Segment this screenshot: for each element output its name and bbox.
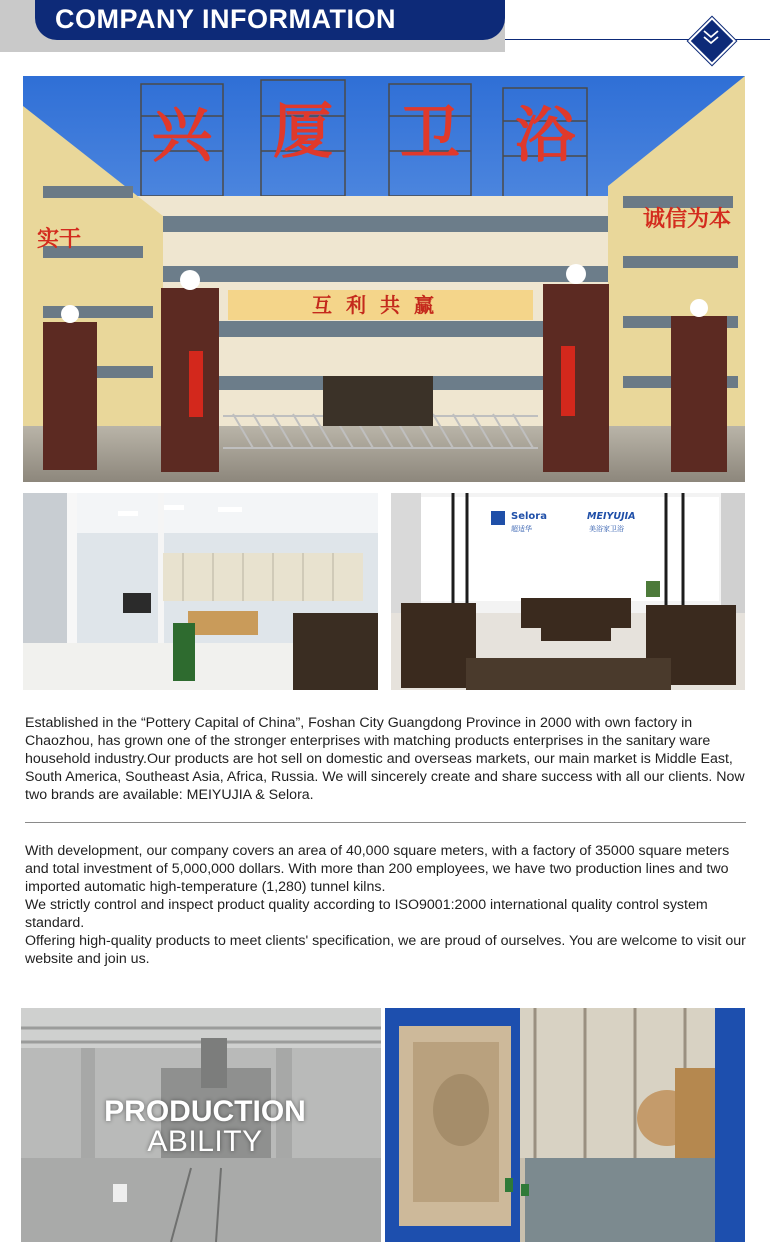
right-wall-text: 诚信为本 [643,207,732,232]
office-interior-photo [23,493,378,690]
factory-building-photo [23,76,745,482]
ceramic-mold-photo [385,1008,745,1242]
welcome-paragraph: Offering high-quality products to meet clients' specification, we are proud of ourselves. You are welcome to visit our website and join us. [25,933,746,967]
brand2-cn: 美浴家卫浴 [589,525,624,533]
sign-char-1: 兴 [152,101,212,171]
section-divider [25,822,746,823]
quality-paragraph: We strictly control and inspect product quality according to ISO9001:2000 international quality control system standard. [25,897,708,931]
sign-char-3: 卫 [400,99,460,169]
brand1-latin: Selora [511,511,547,522]
sign-char-2: 厦 [273,97,333,167]
development-paragraph: With development, our company covers an area of 40,000 square meters, with a factory of 35000 square meters and total investment of 5,000,000 dollars. With more than 200 employees, we have two production lines and two imported automatic high-temperature (1,280) tunnel kilns. [25,843,730,895]
brand2-latin: MEIYUJIA [587,511,636,522]
production-title: PRODUCTION [104,1095,306,1128]
left-wall-text: 实干 [37,227,82,252]
intro-paragraph: Established in the “Pottery Capital of China”, Foshan City Guangdong Province in 2000 with own factory in Chaozhou, has grown one of the stronger enterprises with matching products enterprises in the sanitary ware household industry.Our products are hot sell on domestic and overseas markets, our main market is Middle East, South America, Southeast Asia, Africa, Russia. We will sincerely create and share success with all our clients. Now two brands are available: MEIYUJIA & Selora. [25,715,745,803]
page-title: COMPANY INFORMATION [55,4,396,34]
brand1-cn: 超适华 [511,525,532,533]
sign-char-4: 浴 [515,101,575,171]
banner-text: 互利共赢 [312,293,448,317]
production-subtitle: ABILITY [147,1125,263,1158]
double-chevron-down-icon [699,28,723,48]
showroom-lounge-photo [391,493,745,690]
